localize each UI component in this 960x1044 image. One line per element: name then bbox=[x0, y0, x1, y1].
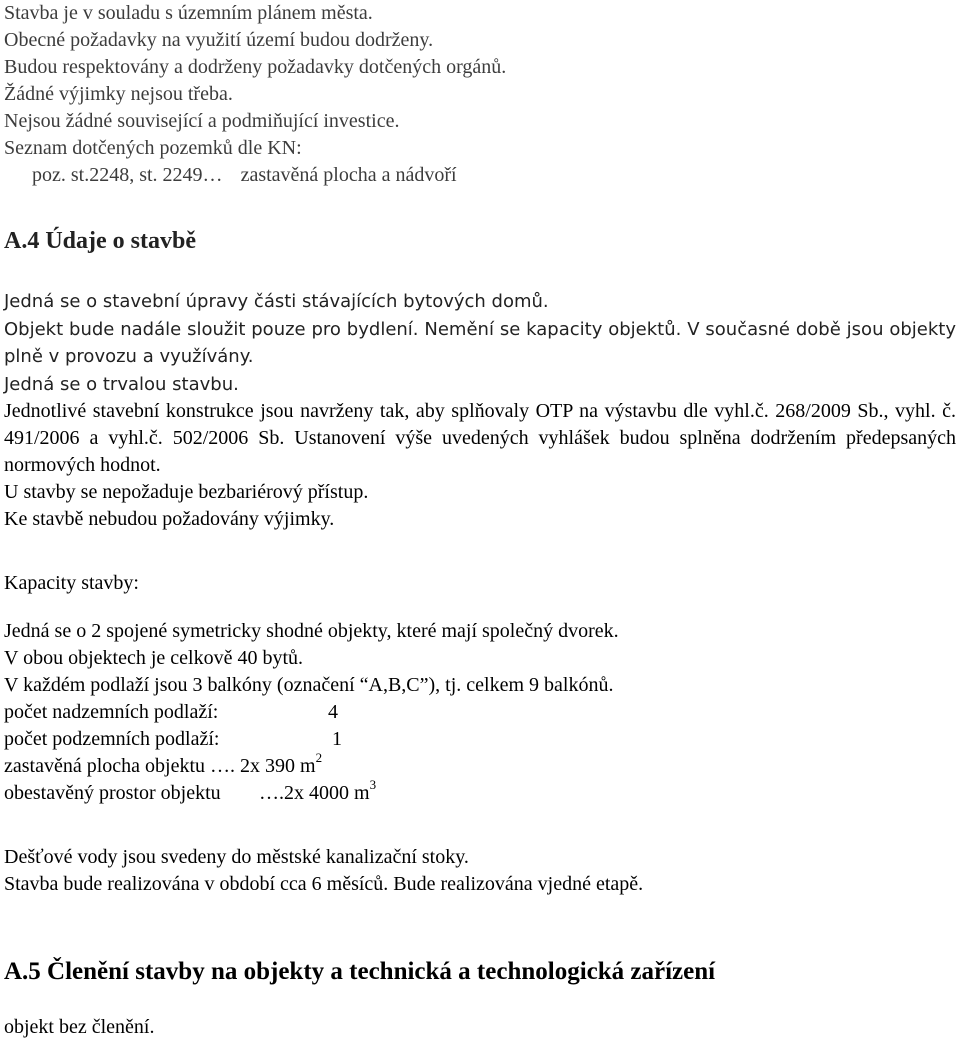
capacities-label bbox=[4, 570, 139, 597]
paragraph: Ke stavbě nebudou požadovány výjimky. bbox=[4, 508, 335, 530]
parcel-numbers: poz. st.2248, st. 2249… bbox=[32, 164, 223, 186]
intro-line: Nejsou žádné související a podmiňující investice. bbox=[4, 110, 400, 132]
section-heading-a4: A.4 Údaje o stavbě bbox=[4, 228, 196, 254]
parcel-description: zastavěná plocha a nádvoří bbox=[240, 164, 457, 186]
parcel-list bbox=[4, 162, 506, 189]
floors-above-row bbox=[4, 699, 619, 726]
floors-below-row bbox=[4, 726, 619, 753]
capacity-line: Jedná se o 2 spojené symetricky shodné objekty, které mají společný dvorek. bbox=[4, 620, 619, 642]
paragraph: U stavby se nepožaduje bezbariérový přístup. bbox=[4, 481, 369, 503]
closing-line: Stavba bude realizována v období cca 6 měsíců. Bude realizována vjedné etapě. bbox=[4, 873, 644, 895]
floors-above-value: 4 bbox=[328, 701, 338, 723]
capacity-line: V každém podlaží jsou 3 balkóny (označení “A,B,C”), tj. celkem 9 balkónů. bbox=[4, 674, 614, 696]
capacities-label-text: Kapacity stavby: bbox=[4, 572, 139, 594]
intro-line: Seznam dotčených pozemků dle KN: bbox=[4, 137, 302, 159]
intro-line: Stavba je v souladu s územním plánem města. bbox=[4, 2, 373, 24]
volume-row bbox=[4, 777, 619, 807]
capacity-line: V obou objektech je celkově 40 bytů. bbox=[4, 647, 304, 669]
intro-line: Žádné výjimky nejsou třeba. bbox=[4, 83, 233, 105]
capacities-list bbox=[4, 618, 619, 807]
volume-value: ….2x 4000 m bbox=[259, 782, 370, 804]
paragraph: Jedná se o trvalou stavbu. bbox=[4, 373, 239, 395]
volume-exponent: 3 bbox=[369, 777, 377, 793]
paragraph: Jedná se o stavební úpravy části stávajících bytových domů. bbox=[4, 291, 549, 312]
closing-line: Dešťové vody jsou svedeny do městské kanalizační stoky. bbox=[4, 846, 469, 868]
section-heading-a5: A.5 Členění stavby na objekty a technická a technologická zařízení bbox=[4, 958, 716, 985]
built-area-label: zastavěná plocha objektu …. bbox=[4, 755, 236, 777]
section-a4-body bbox=[4, 288, 956, 533]
intro-line: Budou respektovány a dodrženy požadavky dotčených orgánů. bbox=[4, 56, 507, 78]
volume-label: obestavěný prostor objektu bbox=[4, 782, 221, 804]
paragraph: Jednotlivé stavební konstrukce jsou navrženy tak, aby splňovaly OTP na výstavbu dle vyhl.č. 268/2009 Sb., vyhl. č. 491/2006 a vyhl.č. 502/2006 Sb. Ustanovení výše uvedených vyhlášek budou splněna dodržením předepsaných normových hodnot. bbox=[4, 400, 956, 476]
floors-above-label: počet nadzemních podlaží: bbox=[4, 701, 219, 723]
floors-below-label: počet podzemních podlaží: bbox=[4, 728, 220, 750]
built-area-row bbox=[4, 750, 619, 780]
paragraph: Objekt bude nadále sloužit pouze pro bydlení. Nemění se kapacity objektů. V současné době jsou objekty plně v provozu a využívány. bbox=[4, 318, 956, 367]
section-a5-body bbox=[4, 1014, 155, 1041]
paragraph: objekt bez členění. bbox=[4, 1016, 155, 1038]
intro-text bbox=[4, 0, 506, 189]
built-area-exponent: 2 bbox=[315, 750, 323, 766]
intro-line: Obecné požadavky na využití území budou dodrženy. bbox=[4, 29, 434, 51]
floors-below-value: 1 bbox=[332, 728, 342, 750]
built-area-value: 2x 390 m bbox=[240, 755, 316, 777]
closing-text bbox=[4, 844, 643, 898]
